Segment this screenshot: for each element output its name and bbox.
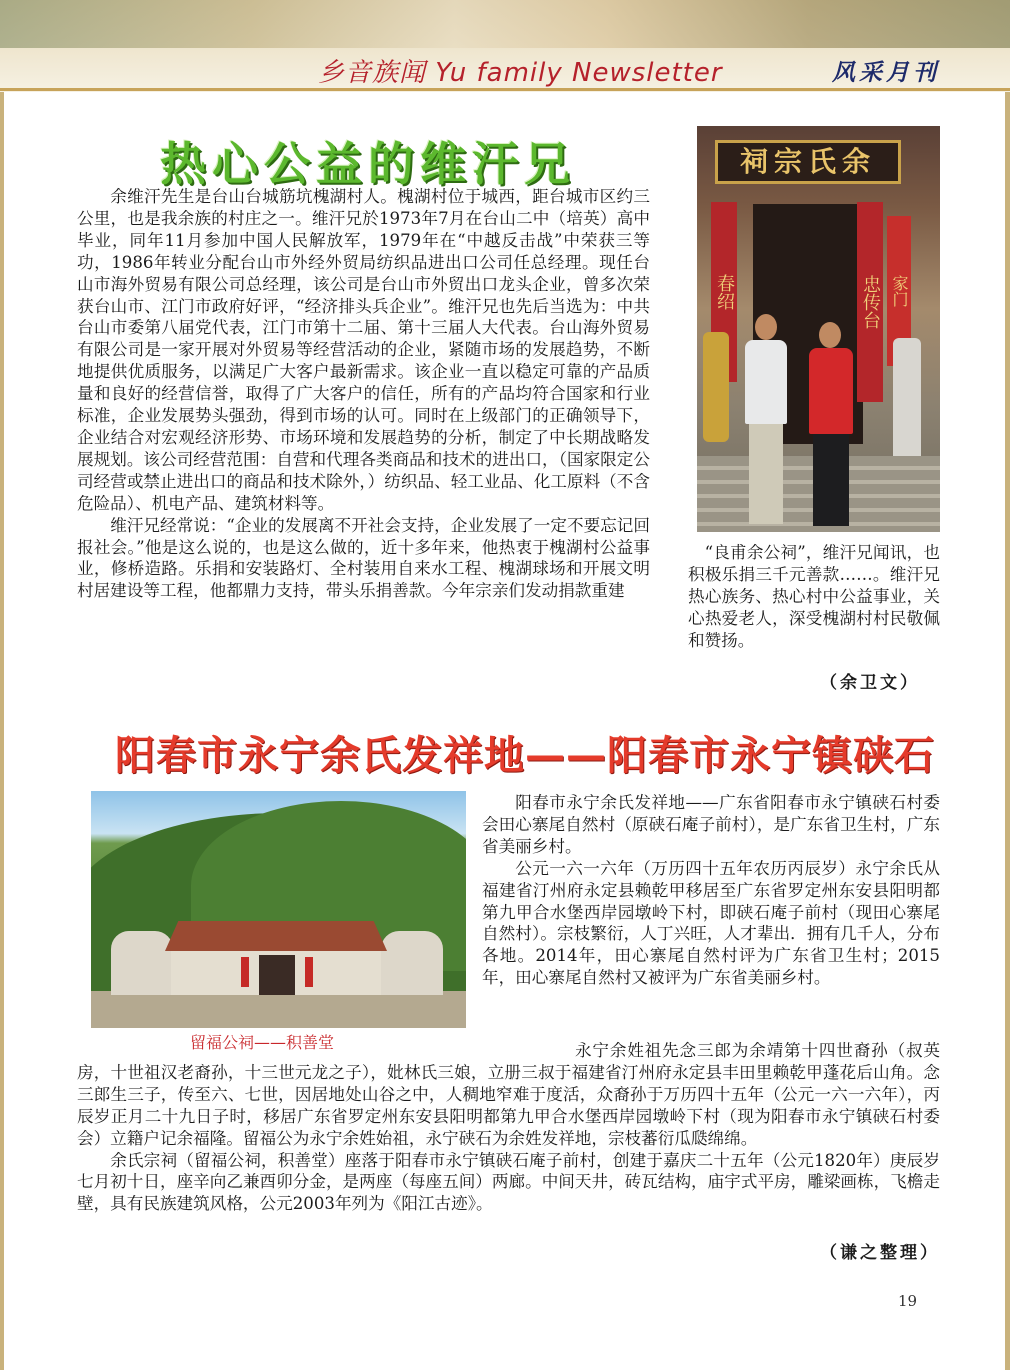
left-page-border [0,92,4,1370]
hall-side-wing [381,931,443,995]
magazine-section-name: 风采月刊 [832,59,940,86]
hall-roof [165,921,387,951]
couplet-right-outer: 家门 [887,216,911,366]
article2-author: （谦之整理） [820,1243,940,1263]
photo1-caption-text: “良甫余公祠”，维汗兄闻讯，也积极乐捐三千元善款……。维汗兄热心族务、热心村中公益事业，关心热爱老人，深受槐湖村村民敬佩和赞扬。 [688,543,940,650]
man-in-white-shirt [741,314,791,526]
article2-right-column [482,792,940,989]
background-person [893,338,921,468]
page-header [0,0,1010,92]
article2-paragraph: 永宁余姓祖先念三郎为余靖第十四世裔孙（叔英房，十世祖汉老裔孙，十三世元龙之子），妣林氏三娘，立册三叔于福建省汀州府永定县丰田里赖乾甲蓬花后山角。念三郎生三子，传至六、七世，因居地处山谷之中，人稠地窄难于度活，众裔孙于万历四十五年（公元一六一六年），丙辰岁正月二十九日子时，移居广东省罗定州东安县阳明都第九甲合水堡西岸园墩岭下村（现为阳春市永宁镇硖石村委会）立籍户记余福隆。留福公为永宁余姓始祖，永宁硖石为余姓发祥地，宗枝蕃衍瓜瓞绵绵。 [77,1041,940,1148]
liufu-ancestral-hall-photo [91,791,466,1028]
right-page-border [1005,92,1010,1370]
couplet-left: 春绍 [711,202,737,382]
courtyard-ground [91,991,466,1028]
header-banner-image [0,0,1010,48]
page-number: 19 [898,1292,918,1310]
photo1-caption [688,542,940,652]
hall-name-plaque: 祠宗氏余 [715,140,901,184]
article2-title: 阳春市永宁余氏发祥地——阳春市永宁镇硖石 [115,733,935,779]
header-divider [0,88,1010,91]
article2-paragraph: 公元一六一六年（万历四十五年农历丙辰岁）永宁余氏从福建省汀州府永定县赖乾甲移居至广东省罗定州东安县阳明都第九甲合水堡西岸园墩岭下村，即硖石庵子前村（现田心寨尾自然村）。宗枝繁衍，人丁兴旺，人才辈出．拥有几千人，分布各地。2014年，田心寨尾自然村评为广东省卫生村；2015年，田心寨尾自然村又被评为广东省美丽乡村。 [482,858,940,988]
article2-paragraph: 阳春市永宁余氏发祥地——广东省阳春市永宁镇硖石村委会田心寨尾自然村（原硖石庵子前村），是广东省卫生村，广东省美丽乡村。 [482,793,940,856]
couplet-right: 忠传台 [857,202,883,402]
newsletter-title: 乡音族闻 Yu family Newsletter [318,58,723,88]
article1-paragraph: 余维汗先生是台山台城筋坑槐湖村人。槐湖村位于城西，距台城市区约三公里，也是我余族的村庄之一。维汗兄於1973年7月在台山二中（培英）高中毕业，同年11月参加中国人民解放军，1979年在“中越反击战”中荣获三等功，1986年转业分配台山市外经外贸局纺织品进出口公司任总经理。现任台山市海外贸易有限公司总经理，该公司是台山市外贸出口龙头企业，曾多次荣获台山市、江门市政府好评，“经济排头兵企业”。维汗兄也先后当选为：中共台山市委第八届党代表，江门市第十二届、第十三届人大代表。台山海外贸易有限公司是一家开展对外贸易等经营活动的企业，紧随市场的发展趋势，不断地提供优质服务，以满足广大客户最新需求。该企业一直以稳定可靠的产品质量和良好的经营信誉，取得了广大客户的信任，所有的产品均符合国家和行业标准，企业发展势头强劲，得到市场的认可。同时在上级部门的正确领导下，企业结合对宏观经济形势、市场环境和发展趋势的分析，制定了中长期战略发展规划。该公司经营范围：自营和代理各类商品和技术的进出口，（国家限定公司经营或禁止进出口的商品和技术除外，）纺织品、轻工业品、化工原料（不含危险品）、机电产品、建筑材料等。 [77,187,650,513]
hall-door [259,955,295,995]
red-couplet [241,957,249,987]
red-couplet [305,957,313,987]
photo2-caption: 留福公祠——积善堂 [190,1033,335,1052]
article2-paragraph: 余氏宗祠（留福公祠，积善堂）座落于阳春市永宁镇硖石庵子前村，创建于嘉庆二十五年（公元1820年）庚辰岁七月初十日，座辛向乙兼酉卯分金，是两座（每座五间）两廊。中间天井，砖瓦结构，庙宇式平房，雕梁画栋，飞檐走壁，具有民族建筑风格，公元2003年列为《阳江古迹》。 [77,1150,940,1214]
article1-body [77,186,650,602]
hall-side-wing [111,931,173,995]
article1-paragraph: 维汗兄经常说：“企业的发展离不开社会支持，企业发展了一定不要忘记回报社会。”他是这么说的，也是这么做的，近十多年来，他热衷于槐湖村公益事业，修桥造路。乐捐和安装路灯、全村装用自来水工程、槐湖球场和开展文明村居建设等工程，他都鼎力支持，带头乐捐善款。今年宗亲们发动捐款重建 [77,515,650,601]
article1-author: （余卫文） [820,673,920,693]
background-person [703,332,729,442]
article2-full-width-body [77,1040,940,1215]
man-in-red-shirt [805,322,857,526]
article1-title: 热心公益的维汗兄 [160,137,576,191]
ancestral-hall-photo [697,126,940,532]
